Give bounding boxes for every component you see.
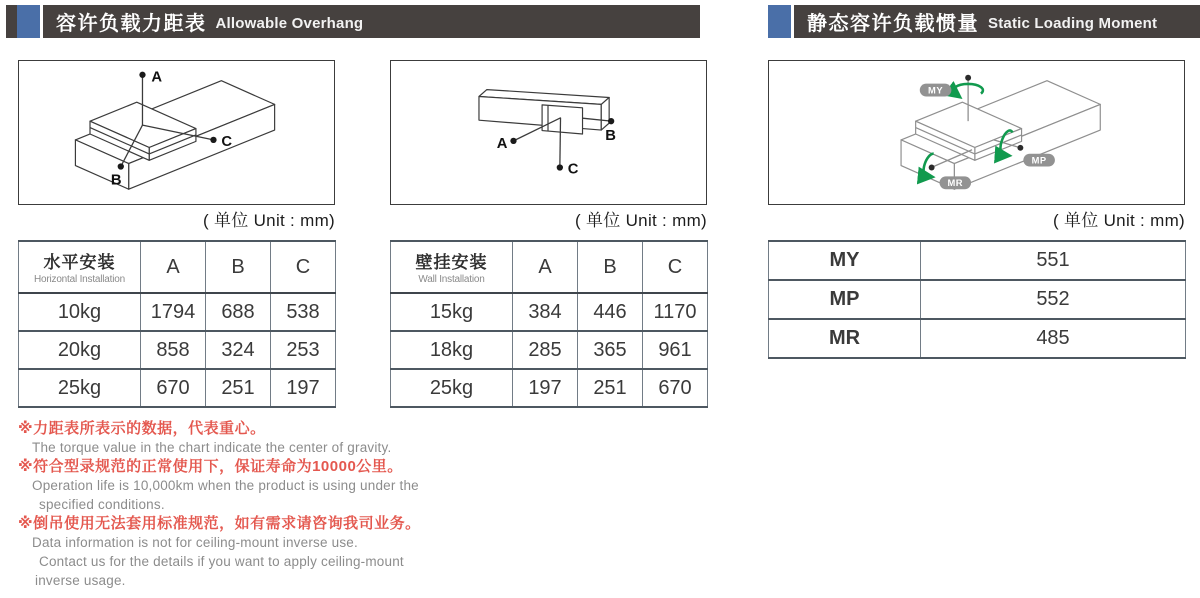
horizontal-installation-table [18, 240, 336, 408]
load-cell: 18kg [391, 331, 513, 369]
footnotes [18, 419, 488, 590]
table-row [769, 280, 1186, 319]
table-title-zh: 壁挂安装 [415, 252, 488, 272]
table-header-row [391, 241, 708, 293]
mr-pill-label: MR [947, 178, 964, 189]
section-header-static-loading-moment [768, 5, 1200, 38]
header-bar [43, 5, 700, 38]
table-row [391, 369, 708, 407]
rail-isometric-diagram-icon [19, 61, 334, 204]
value-cell: 670 [141, 369, 206, 407]
moment-value-cell: 485 [921, 319, 1186, 358]
moment-value-cell: 552 [921, 280, 1186, 319]
header-bar [794, 5, 1200, 38]
note-en: Contact us for the details if you want to apply ceiling-mount [39, 554, 404, 569]
column-header-a: A [141, 241, 206, 293]
section-title-zh: 静态容许负载惯量 [807, 13, 979, 35]
table-title-cell [391, 241, 513, 293]
section-header-allowable-overhang [6, 5, 700, 38]
moment-axes-diagram-icon [769, 61, 1184, 204]
value-cell: 858 [141, 331, 206, 369]
value-cell: 197 [513, 369, 578, 407]
point-a-dot [139, 72, 145, 78]
value-cell: 384 [513, 293, 578, 331]
rail-graphic [901, 81, 1100, 189]
wall-installation-table [390, 240, 708, 408]
value-cell: 538 [271, 293, 336, 331]
horizontal-installation-diagram [18, 60, 335, 205]
point-b-dot [608, 118, 614, 124]
value-cell: 324 [206, 331, 271, 369]
note-zh: ※倒吊使用无法套用标准规范，如有需求请咨询我司业务。 [18, 515, 421, 532]
static-moment-diagram [768, 60, 1185, 205]
load-cell: 20kg [19, 331, 141, 369]
value-cell: 285 [513, 331, 578, 369]
table-row [19, 369, 336, 407]
table-row [769, 319, 1186, 358]
value-cell: 197 [271, 369, 336, 407]
table-title-zh: 水平安装 [43, 252, 116, 272]
note-zh: ※力距表所表示的数据，代表重心。 [18, 420, 266, 437]
column-header-b: B [578, 241, 643, 293]
load-cell: 25kg [391, 369, 513, 407]
rail-side-diagram-icon [391, 61, 706, 204]
table-title-en: Wall Installation [418, 273, 485, 285]
section-title-en: Allowable Overhang [215, 14, 364, 32]
mr-axis-dot [929, 165, 935, 171]
unit-label: ( 单位 Unit : mm) [1053, 211, 1185, 230]
unit-label: ( 单位 Unit : mm) [203, 211, 335, 230]
note-en: The torque value in the chart indicate the center of gravity. [32, 440, 392, 455]
value-cell: 688 [206, 293, 271, 331]
mp-pill-label: MP [1031, 155, 1047, 166]
table-row [391, 293, 708, 331]
moment-value-cell: 551 [921, 241, 1186, 280]
note-en: Data information is not for ceiling-mount inverse use. [32, 535, 358, 550]
rail-graphic [479, 90, 609, 134]
column-header-c: C [643, 241, 708, 293]
section-title-zh: 容许负载力距表 [56, 13, 207, 35]
mp-axis-dot [1017, 145, 1023, 151]
table-row [769, 241, 1186, 280]
column-header-b: B [206, 241, 271, 293]
note-zh: ※符合型录规范的正常使用下，保证寿命为10000公里。 [18, 458, 403, 475]
value-cell: 365 [578, 331, 643, 369]
value-cell: 446 [578, 293, 643, 331]
table-title-en: Horizontal Installation [33, 273, 125, 285]
point-b-label: B [605, 127, 616, 144]
point-c-label: C [221, 133, 233, 150]
point-a-label: A [151, 69, 163, 86]
note-en: specified conditions. [39, 497, 165, 512]
value-cell: 961 [643, 331, 708, 369]
note-en: inverse usage. [35, 573, 126, 588]
moment-label-cell: MR [769, 319, 921, 358]
point-a-dot [510, 138, 516, 144]
note-en: Operation life is 10,000km when the product is using under the [32, 478, 419, 493]
table-row [391, 331, 708, 369]
my-axis-dot [965, 75, 971, 81]
value-cell: 1794 [141, 293, 206, 331]
point-c-dot [210, 137, 216, 143]
wall-installation-diagram [390, 60, 707, 205]
table-header-row [19, 241, 336, 293]
value-cell: 670 [643, 369, 708, 407]
static-moment-table [768, 240, 1186, 359]
value-cell: 251 [206, 369, 271, 407]
load-cell: 25kg [19, 369, 141, 407]
value-cell: 253 [271, 331, 336, 369]
unit-label: ( 单位 Unit : mm) [575, 211, 707, 230]
point-c-dot [557, 164, 563, 170]
point-b-dot [118, 163, 124, 169]
moment-label-cell: MP [769, 280, 921, 319]
moment-label-cell: MY [769, 241, 921, 280]
column-header-a: A [513, 241, 578, 293]
point-a-label: A [496, 135, 508, 152]
my-pill-label: MY [928, 85, 944, 96]
header-edge-block [6, 5, 17, 38]
load-cell: 15kg [391, 293, 513, 331]
value-cell: 1170 [643, 293, 708, 331]
load-cell: 10kg [19, 293, 141, 331]
table-title-cell [19, 241, 141, 293]
table-row [19, 331, 336, 369]
value-cell: 251 [578, 369, 643, 407]
header-accent-square [768, 5, 791, 38]
header-accent-square [17, 5, 40, 38]
point-c-label: C [567, 161, 579, 178]
column-header-c: C [271, 241, 336, 293]
rail-graphic [75, 81, 274, 189]
point-b-label: B [110, 172, 122, 189]
section-title-en: Static Loading Moment [988, 14, 1158, 32]
table-row [19, 293, 336, 331]
